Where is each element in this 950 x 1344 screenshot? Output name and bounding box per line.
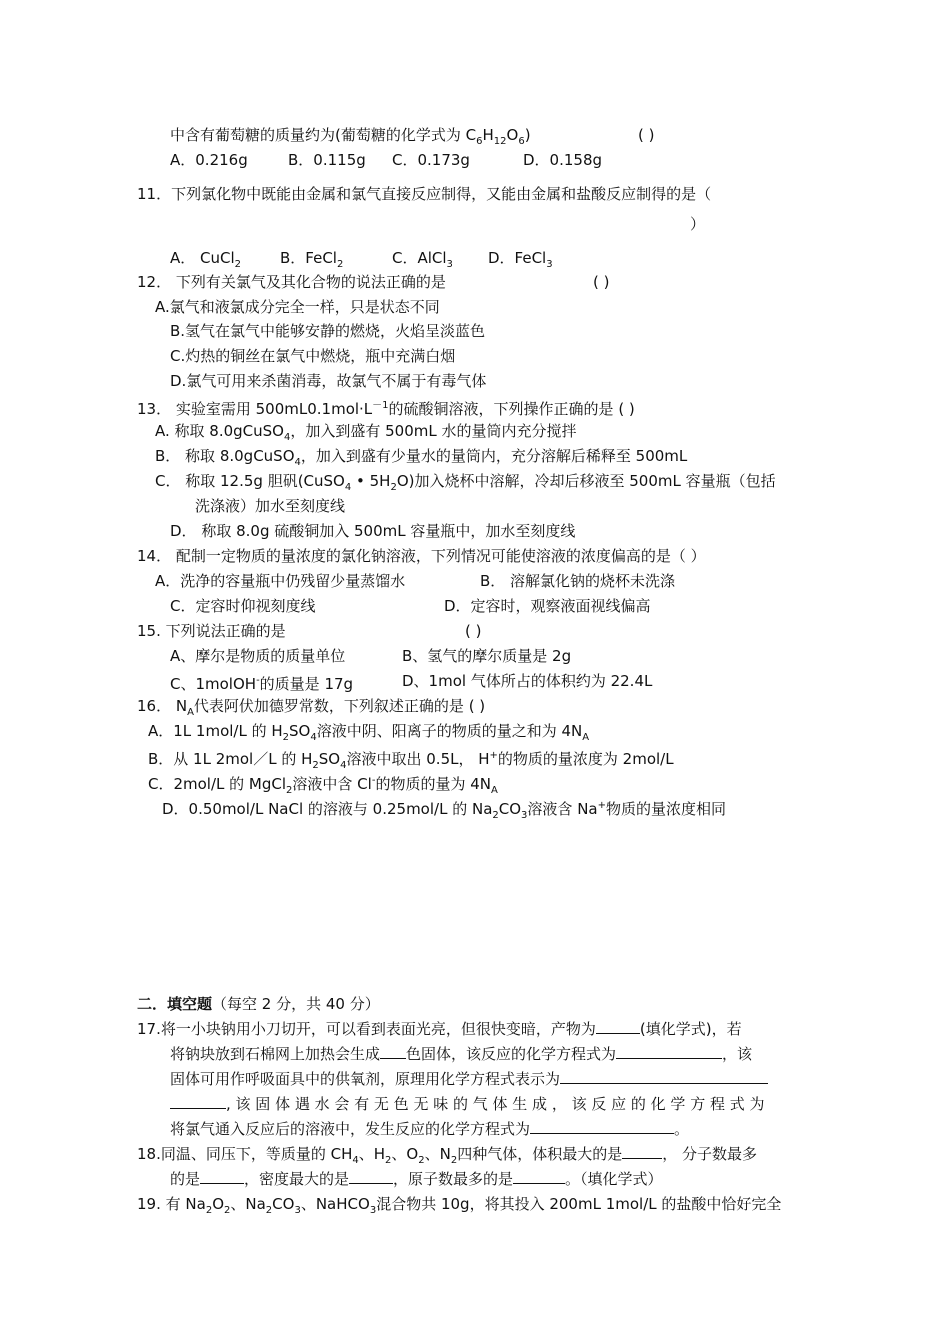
q17-blank-4[interactable] bbox=[560, 1069, 768, 1084]
q13-option-c bbox=[155, 471, 776, 498]
q16-c-text: C．2mol/L 的 MgCl bbox=[148, 775, 287, 793]
q13-c-sub: 4 bbox=[344, 482, 352, 493]
q15-c-text: C、1molOH bbox=[170, 675, 257, 693]
q10-sub: 12 bbox=[493, 136, 507, 147]
q13-a-sub: 4 bbox=[284, 432, 291, 443]
q10-sub: 6 bbox=[518, 136, 525, 147]
q16-d-sub: 2 bbox=[492, 810, 499, 821]
q16-option-d bbox=[162, 796, 726, 826]
q13-c-sub: 2 bbox=[390, 482, 397, 493]
q10-text: H bbox=[482, 126, 494, 144]
q12-option-c: C.灼热的铜丝在氯气中燃烧，瓶中充满白烟 bbox=[170, 347, 456, 365]
q13-option-d: D． 称取 8.0g 硫酸铜加入 500mL 容量瓶中，加水至刻度线 bbox=[170, 522, 576, 540]
q18-text: ， 分子数最多 bbox=[662, 1145, 758, 1163]
q10-text: O bbox=[506, 126, 519, 144]
q17-blank-1[interactable] bbox=[596, 1019, 640, 1034]
q19-text: 、NaHCO bbox=[300, 1195, 370, 1213]
q11-option-a bbox=[170, 248, 241, 275]
q11-d-text: D．FeCl bbox=[488, 249, 547, 267]
q15-stem: 15. 下列说法正确的是 bbox=[137, 622, 286, 640]
q16-b-text: 的物质的量浓度为 2mol/L bbox=[497, 750, 674, 768]
q16-d-text: CO bbox=[498, 800, 522, 818]
q13-b-text: ，加入到盛有少量水的量筒内，充分溶解后稀释至 500mL bbox=[300, 447, 688, 465]
q13-c-text: O)加入烧杯中溶解，冷却后移液至 500mL 容量瓶（包括 bbox=[396, 472, 776, 490]
q13-stem-text: 13． 实验室需用 500mL0.1mol·L bbox=[137, 400, 373, 418]
q17-blank-4-cont[interactable] bbox=[170, 1094, 226, 1109]
q16-d-text: 物质的量浓度相同 bbox=[606, 800, 727, 818]
q11-c-text: C．AlCl bbox=[392, 249, 447, 267]
q13-c-text: C． 称取 12.5g 胆矾(CuSO bbox=[155, 472, 345, 490]
q17-blank-5[interactable] bbox=[530, 1119, 674, 1134]
q10-option-a: A．0.216g bbox=[170, 151, 248, 169]
q16-b-sub: 2 bbox=[312, 760, 319, 771]
q19-sub: 2 bbox=[224, 1205, 231, 1216]
q17-text: 色固体，该反应的化学方程式为 bbox=[406, 1045, 617, 1063]
q16-a-text: SO bbox=[289, 722, 311, 740]
q13-c-text: • 5H bbox=[351, 472, 391, 490]
q14-option-a: A．洗净的容量瓶中仍残留少量蒸馏水 bbox=[155, 572, 406, 590]
q11-b-text: B．FeCl bbox=[280, 249, 337, 267]
q19-text: 19. 有 Na bbox=[137, 1195, 206, 1213]
q15-c-sup: - bbox=[256, 675, 260, 686]
q16-d-text: 溶液含 Na bbox=[527, 800, 598, 818]
q16-c-sub: A bbox=[490, 785, 498, 796]
q14-stem: 14． 配制一定物质的量浓度的氯化钠溶液，下列情况可能使溶液的浓度偏高的是（ ） bbox=[137, 547, 706, 565]
q16-a-sub: A bbox=[582, 732, 590, 743]
q15-option-c bbox=[170, 671, 353, 694]
q10-option-c: C．0.173g bbox=[392, 151, 470, 169]
section-title: 二．填空题 bbox=[137, 995, 213, 1013]
q12-stem: 12． 下列有关氯气及其化合物的说法正确的是 bbox=[137, 273, 446, 291]
q13-option-b bbox=[155, 446, 687, 473]
q18-text: ，原子数最多的是 bbox=[393, 1170, 514, 1188]
section-heading bbox=[137, 994, 380, 1014]
q13-option-a bbox=[155, 421, 577, 448]
q16-option-a bbox=[148, 721, 589, 748]
q19-text: 、Na bbox=[230, 1195, 266, 1213]
q17-text: ，该 bbox=[722, 1045, 753, 1063]
q18-blank-4[interactable] bbox=[513, 1169, 565, 1184]
q17-text: 将钠块放到石棉网上加热会生成 bbox=[170, 1045, 381, 1063]
q14-option-d: D．定容时，观察液面视线偏高 bbox=[444, 597, 651, 615]
q15-c-text: 的质量是 17g bbox=[259, 675, 354, 693]
q10-option-b: B．0.115g bbox=[288, 151, 366, 169]
q11-paren-close: ） bbox=[690, 215, 706, 233]
q18-blank-2[interactable] bbox=[200, 1169, 244, 1184]
q18-sub: 2 bbox=[450, 1155, 458, 1166]
q19-line-1 bbox=[137, 1194, 781, 1221]
q16-b-sub: 4 bbox=[340, 760, 347, 771]
q11-stem: 11．下列氯化物中既能由金属和氯气直接反应制得，又能由金属和盐酸反应制得的是（ bbox=[137, 185, 712, 203]
q18-line-2 bbox=[170, 1169, 663, 1189]
q18-sub: 4 bbox=[352, 1155, 359, 1166]
q19-text: CO bbox=[272, 1195, 295, 1213]
q10-sub: 6 bbox=[476, 136, 483, 147]
q16-a-text: 溶液中阴、阳离子的物质的量之和为 4N bbox=[316, 722, 583, 740]
q17-text: (填化学式)，若 bbox=[639, 1020, 742, 1038]
q18-text: 、N bbox=[424, 1145, 451, 1163]
q19-text: 混合物共 10g，将其投入 200mL 1mol/L 的盐酸中恰好完全 bbox=[376, 1195, 782, 1213]
q19-sub: 3 bbox=[369, 1205, 377, 1216]
q17-text: 17.将一小块钠用小刀切开，可以看到表面光亮，但很快变暗，产物为 bbox=[137, 1020, 596, 1038]
q17-blank-2[interactable] bbox=[380, 1044, 406, 1059]
q18-sub: 2 bbox=[418, 1155, 425, 1166]
q15-option-b: B、氢气的摩尔质量是 2g bbox=[402, 647, 572, 665]
q13-option-c-cont: 洗涤液）加水至刻度线 bbox=[195, 497, 346, 515]
q16-a-sub: 2 bbox=[282, 732, 290, 743]
q16-stem-text: 16． N bbox=[137, 697, 188, 715]
q18-text: 的是 bbox=[170, 1170, 201, 1188]
q18-blank-1[interactable] bbox=[622, 1144, 662, 1159]
q17-line-3 bbox=[170, 1069, 768, 1089]
q13-a-text: A. 称取 8.0gCuSO bbox=[155, 422, 284, 440]
q18-text: 18.同温、同压下，等质量的 CH bbox=[137, 1145, 353, 1163]
q11-option-c bbox=[392, 248, 453, 275]
q18-text: 四种气体，体积最大的是 bbox=[457, 1145, 623, 1163]
q18-sub: 2 bbox=[385, 1155, 392, 1166]
q11-option-b bbox=[280, 248, 343, 275]
q16-d-sup: + bbox=[597, 800, 606, 811]
q17-line-5 bbox=[170, 1119, 689, 1139]
q11-a-sub: 2 bbox=[234, 259, 242, 270]
q19-sub: 2 bbox=[265, 1205, 273, 1216]
q11-option-d bbox=[488, 248, 553, 275]
q19-sub: 2 bbox=[205, 1205, 213, 1216]
q13-stem-text: 的硫酸铜溶液，下列操作正确的是 ( ) bbox=[388, 400, 635, 418]
q14-option-c: C．定容时仰视刻度线 bbox=[170, 597, 316, 615]
q16-c-text: 溶液中含 Cl bbox=[292, 775, 372, 793]
section-note: （每空 2 分，共 40 分） bbox=[212, 995, 380, 1013]
q16-b-text: SO bbox=[318, 750, 341, 768]
q12-option-a: A.氯气和液氯成分完全一样，只是状态不同 bbox=[155, 298, 440, 316]
q13-stem-sup: －1 bbox=[372, 400, 389, 411]
q18-text: ，密度最大的是 bbox=[244, 1170, 350, 1188]
q10-text: 中含有葡萄糖的质量约为(葡萄糖的化学式为 C bbox=[170, 126, 477, 144]
q16-c-sup: - bbox=[371, 775, 376, 786]
q17-line-1 bbox=[137, 1019, 742, 1039]
q16-b-sup: + bbox=[489, 750, 498, 761]
q16-d-text: D．0.50mol/L NaCl 的溶液与 0.25mol/L 的 Na bbox=[162, 800, 493, 818]
q16-stem-sub: A bbox=[187, 707, 194, 718]
q16-b-text: B．从 1L 2mol／L 的 H bbox=[148, 750, 313, 768]
q13-stem bbox=[137, 396, 635, 419]
q15-option-a: A、摩尔是物质的质量单位 bbox=[170, 647, 346, 665]
q14-option-b: B． 溶解氯化钠的烧杯未洗涤 bbox=[480, 572, 676, 590]
q17-line-4 bbox=[170, 1094, 765, 1114]
q19-sub: 3 bbox=[294, 1205, 301, 1216]
q17-text: 将氯气通入反应后的溶液中，发生反应的化学方程式为 bbox=[170, 1120, 531, 1138]
q13-b-sub: 4 bbox=[294, 457, 301, 468]
q11-b-sub: 2 bbox=[336, 259, 344, 270]
q15-answer-paren: ( ) bbox=[465, 622, 482, 640]
q10-answer-paren: ( ) bbox=[638, 126, 655, 144]
q17-text: 。 bbox=[674, 1120, 690, 1138]
q11-c-sub: 3 bbox=[446, 259, 453, 270]
q18-line-1 bbox=[137, 1144, 757, 1171]
q12-option-d: D.氯气可用来杀菌消毒，故氯气不属于有毒气体 bbox=[170, 372, 487, 390]
q12-answer-paren: ( ) bbox=[593, 273, 610, 291]
q17-line-2 bbox=[170, 1044, 752, 1064]
q13-a-text: ，加入到盛有 500mL 水的量筒内充分搅拌 bbox=[290, 422, 577, 440]
q16-stem-text: 代表阿伏加德罗常数，下列叙述正确的是 ( ) bbox=[193, 697, 486, 715]
q17-text: 固体可用作呼吸面具中的供氧剂，原理用化学方程式表示为 bbox=[170, 1070, 561, 1088]
q13-b-text: B． 称取 8.0gCuSO bbox=[155, 447, 295, 465]
q11-a-text: A． CuCl bbox=[170, 249, 235, 267]
q19-text: O bbox=[212, 1195, 224, 1213]
q16-b-text: 溶液中取出 0.5L， H bbox=[346, 750, 490, 768]
q10-stem-continuation bbox=[170, 125, 531, 152]
q15-option-d: D、1mol 气体所占的体积约为 22.4L bbox=[402, 672, 653, 690]
q16-a-text: A．1L 1mol/L 的 H bbox=[148, 722, 283, 740]
q18-blank-3[interactable] bbox=[349, 1169, 393, 1184]
q10-option-d: D．0.158g bbox=[523, 151, 603, 169]
q18-text: 、H bbox=[358, 1145, 386, 1163]
q17-text: , 该 固 体 遇 水 会 有 无 色 无 味 的 气 体 生 成 ， 该 反 应 的 化 学 方 程 式 为 bbox=[226, 1095, 765, 1113]
q16-a-sub: 4 bbox=[310, 732, 317, 743]
q18-text: 。（填化学式） bbox=[565, 1170, 663, 1188]
q17-blank-3[interactable] bbox=[616, 1044, 722, 1059]
q11-d-sub: 3 bbox=[546, 259, 553, 270]
q16-d-sub: 3 bbox=[521, 810, 528, 821]
q16-c-sub: 2 bbox=[286, 785, 293, 796]
q18-text: 、O bbox=[391, 1145, 419, 1163]
q12-option-b: B.氢气在氯气中能够安静的燃烧，火焰呈淡蓝色 bbox=[170, 322, 486, 340]
q16-c-text: 的物质的量为 4N bbox=[375, 775, 491, 793]
q10-text: ) bbox=[524, 126, 531, 144]
q16-stem bbox=[137, 696, 485, 723]
